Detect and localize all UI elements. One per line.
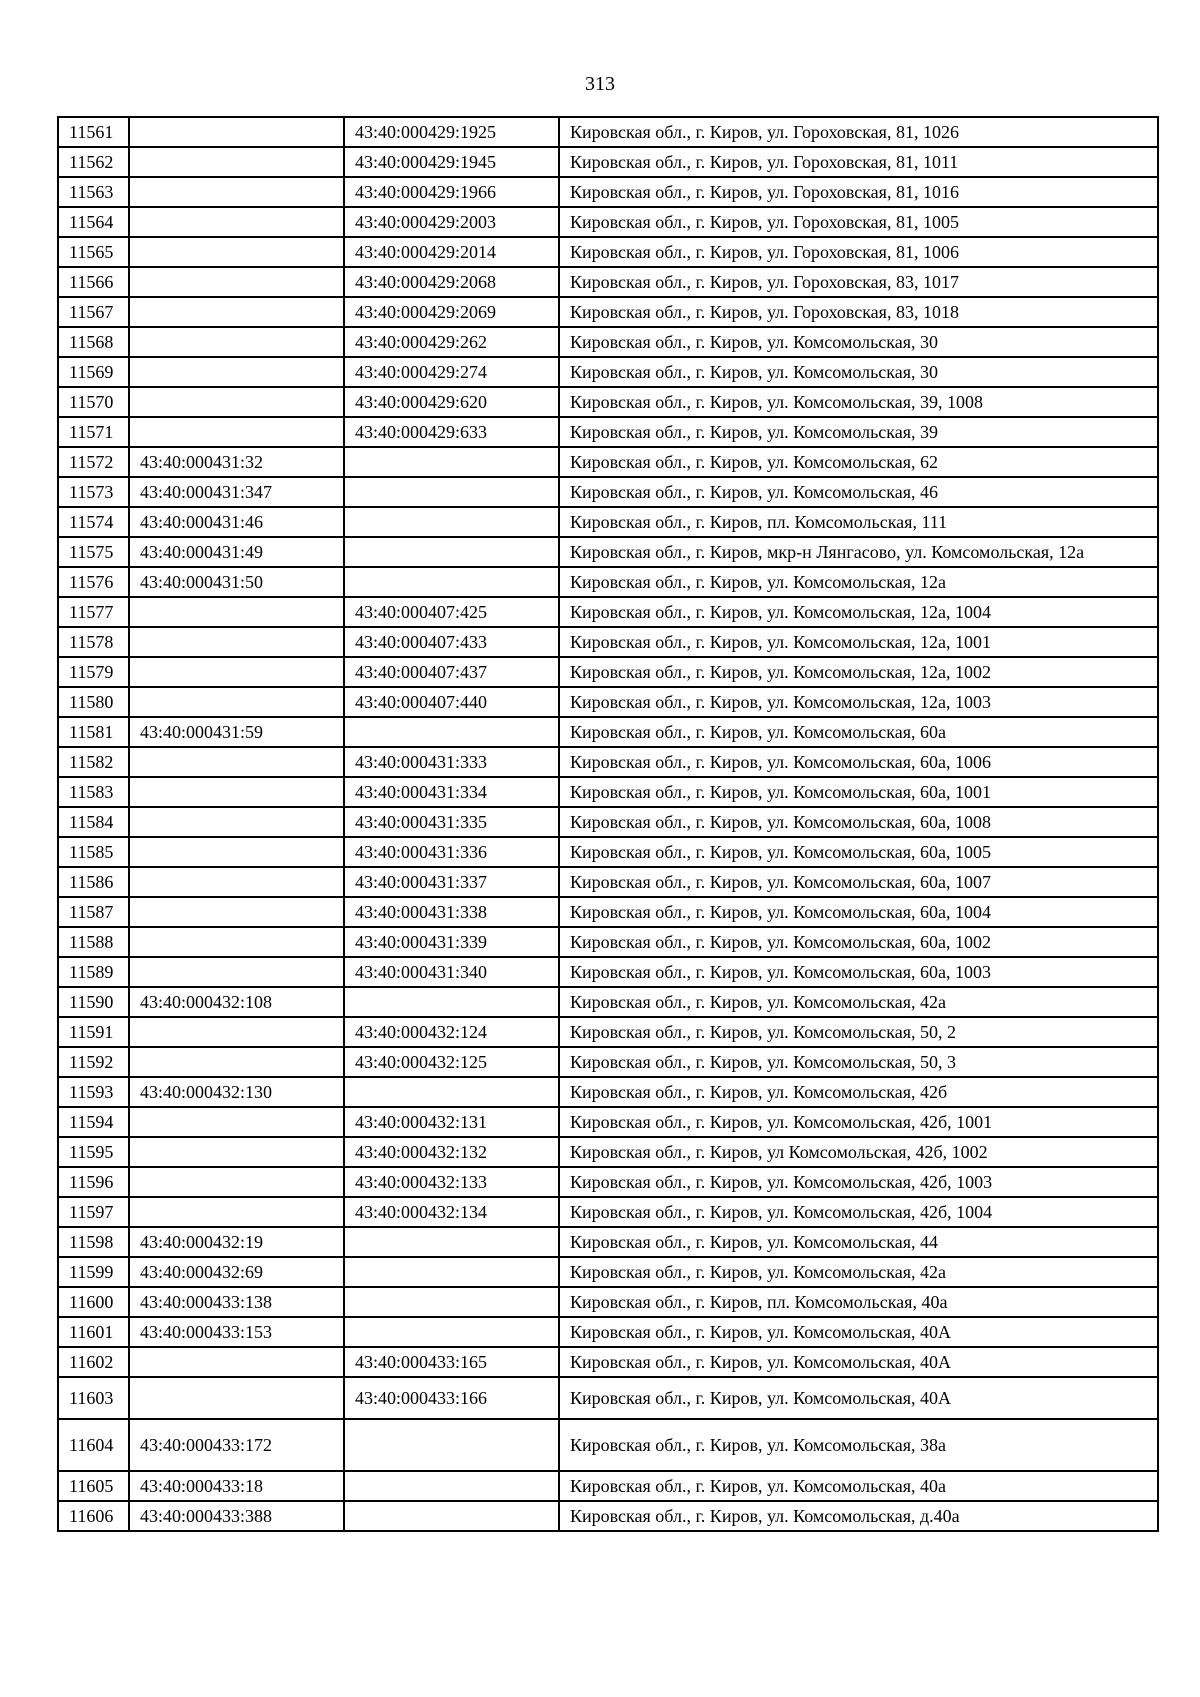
property-number-cell: 43:40:000432:134 (344, 1197, 559, 1227)
table-row (58, 837, 1158, 867)
table-row (58, 717, 1158, 747)
land-parcel-number-cell: 43:40:000431:49 (129, 537, 344, 567)
table-row (58, 1377, 1158, 1419)
address-cell: Кировская обл., г. Киров, ул. Комсомольская, 12а, 1003 (559, 687, 1158, 717)
property-number-cell: 43:40:000407:433 (344, 627, 559, 657)
row-number-cell: 11592 (58, 1047, 129, 1077)
table-row (58, 1017, 1158, 1047)
address-cell: Кировская обл., г. Киров, ул. Комсомольская, 38а (559, 1419, 1158, 1471)
address-cell: Кировская обл., г. Киров, ул. Комсомольская, 39 (559, 417, 1158, 447)
property-number-cell: 43:40:000429:633 (344, 417, 559, 447)
land-parcel-number-cell (129, 627, 344, 657)
row-number-cell: 11603 (58, 1377, 129, 1419)
land-parcel-number-cell (129, 357, 344, 387)
land-parcel-number-cell: 43:40:000432:108 (129, 987, 344, 1017)
address-cell: Кировская обл., г. Киров, ул. Комсомольская, 60а (559, 717, 1158, 747)
property-number-cell: 43:40:000431:336 (344, 837, 559, 867)
address-cell: Кировская обл., г. Киров, ул. Комсомольская, 30 (559, 327, 1158, 357)
table-row (58, 267, 1158, 297)
table-row (58, 957, 1158, 987)
row-number-cell: 11577 (58, 597, 129, 627)
address-cell: Кировская обл., г. Киров, ул. Гороховская, 81, 1016 (559, 177, 1158, 207)
row-number-cell: 11591 (58, 1017, 129, 1047)
table-row (58, 477, 1158, 507)
land-parcel-number-cell (129, 177, 344, 207)
row-number-cell: 11590 (58, 987, 129, 1017)
row-number-cell: 11594 (58, 1107, 129, 1137)
land-parcel-number-cell (129, 237, 344, 267)
table-row (58, 177, 1158, 207)
land-parcel-number-cell (129, 1377, 344, 1419)
property-number-cell: 43:40:000432:131 (344, 1107, 559, 1137)
property-number-cell (344, 1501, 559, 1531)
table-row (58, 777, 1158, 807)
table-row (58, 297, 1158, 327)
property-number-cell: 43:40:000433:166 (344, 1377, 559, 1419)
address-cell: Кировская обл., г. Киров, ул. Гороховская, 81, 1011 (559, 147, 1158, 177)
address-cell: Кировская обл., г. Киров, ул. Комсомольская, 60а, 1007 (559, 867, 1158, 897)
land-parcel-number-cell (129, 1047, 344, 1077)
table-row (58, 147, 1158, 177)
land-parcel-number-cell (129, 777, 344, 807)
property-number-cell: 43:40:000431:339 (344, 927, 559, 957)
row-number-cell: 11596 (58, 1167, 129, 1197)
land-parcel-number-cell (129, 1107, 344, 1137)
land-parcel-number-cell (129, 687, 344, 717)
row-number-cell: 11595 (58, 1137, 129, 1167)
row-number-cell: 11566 (58, 267, 129, 297)
address-cell: Кировская обл., г. Киров, ул. Комсомольская, д.40а (559, 1501, 1158, 1531)
property-number-cell: 43:40:000431:333 (344, 747, 559, 777)
land-parcel-number-cell (129, 147, 344, 177)
property-number-cell: 43:40:000407:440 (344, 687, 559, 717)
table-row (58, 1317, 1158, 1347)
address-cell: Кировская обл., г. Киров, ул. Гороховская, 81, 1026 (559, 117, 1158, 147)
land-parcel-number-cell: 43:40:000431:59 (129, 717, 344, 747)
property-number-cell: 43:40:000429:620 (344, 387, 559, 417)
address-cell: Кировская обл., г. Киров, ул. Комсомольская, 60а, 1008 (559, 807, 1158, 837)
table-row (58, 687, 1158, 717)
land-parcel-number-cell (129, 207, 344, 237)
land-parcel-number-cell (129, 1017, 344, 1047)
land-parcel-number-cell: 43:40:000431:46 (129, 507, 344, 537)
address-cell: Кировская обл., г. Киров, ул. Гороховская, 81, 1006 (559, 237, 1158, 267)
address-cell: Кировская обл., г. Киров, ул. Комсомольская, 40А (559, 1377, 1158, 1419)
row-number-cell: 11593 (58, 1077, 129, 1107)
table-row (58, 627, 1158, 657)
address-cell: Кировская обл., г. Киров, пл. Комсомольская, 111 (559, 507, 1158, 537)
row-number-cell: 11571 (58, 417, 129, 447)
land-parcel-number-cell (129, 1347, 344, 1377)
row-number-cell: 11587 (58, 897, 129, 927)
table-row (58, 237, 1158, 267)
land-parcel-number-cell (129, 327, 344, 357)
address-cell: Кировская обл., г. Киров, ул. Комсомольская, 30 (559, 357, 1158, 387)
row-number-cell: 11575 (58, 537, 129, 567)
address-cell: Кировская обл., г. Киров, ул. Комсомольская, 44 (559, 1227, 1158, 1257)
address-cell: Кировская обл., г. Киров, ул. Комсомольская, 60а, 1001 (559, 777, 1158, 807)
property-number-cell: 43:40:000429:1966 (344, 177, 559, 207)
table-row (58, 1107, 1158, 1137)
property-number-cell: 43:40:000429:2068 (344, 267, 559, 297)
row-number-cell: 11589 (58, 957, 129, 987)
land-parcel-number-cell (129, 837, 344, 867)
property-number-cell: 43:40:000429:1945 (344, 147, 559, 177)
address-cell: Кировская обл., г. Киров, ул. Гороховская, 83, 1018 (559, 297, 1158, 327)
land-parcel-number-cell: 43:40:000433:388 (129, 1501, 344, 1531)
property-number-cell (344, 1287, 559, 1317)
address-cell: Кировская обл., г. Киров, ул Комсомольская, 42б, 1002 (559, 1137, 1158, 1167)
row-number-cell: 11580 (58, 687, 129, 717)
table-row (58, 387, 1158, 417)
property-number-cell: 43:40:000429:274 (344, 357, 559, 387)
land-parcel-number-cell: 43:40:000433:18 (129, 1471, 344, 1501)
table-row (58, 1077, 1158, 1107)
address-cell: Кировская обл., г. Киров, ул. Гороховская, 81, 1005 (559, 207, 1158, 237)
address-cell: Кировская обл., г. Киров, ул. Комсомольская, 40А (559, 1347, 1158, 1377)
table-row (58, 657, 1158, 687)
land-parcel-number-cell (129, 267, 344, 297)
address-cell: Кировская обл., г. Киров, ул. Комсомольская, 60а, 1005 (559, 837, 1158, 867)
property-number-cell: 43:40:000431:338 (344, 897, 559, 927)
land-parcel-number-cell: 43:40:000433:172 (129, 1419, 344, 1471)
table-row (58, 1137, 1158, 1167)
property-number-cell: 43:40:000429:2014 (344, 237, 559, 267)
row-number-cell: 11562 (58, 147, 129, 177)
table-row (58, 597, 1158, 627)
land-parcel-number-cell (129, 1197, 344, 1227)
property-number-cell (344, 507, 559, 537)
table-row (58, 507, 1158, 537)
table-row (58, 207, 1158, 237)
land-parcel-number-cell (129, 657, 344, 687)
row-number-cell: 11576 (58, 567, 129, 597)
table-row (58, 1257, 1158, 1287)
registry-table-body (58, 117, 1158, 1531)
property-number-cell: 43:40:000433:165 (344, 1347, 559, 1377)
row-number-cell: 11564 (58, 207, 129, 237)
property-number-cell: 43:40:000431:335 (344, 807, 559, 837)
address-cell: Кировская обл., г. Киров, ул. Комсомольская, 60а, 1004 (559, 897, 1158, 927)
row-number-cell: 11601 (58, 1317, 129, 1347)
table-row (58, 927, 1158, 957)
property-number-cell: 43:40:000432:133 (344, 1167, 559, 1197)
address-cell: Кировская обл., г. Киров, ул. Комсомольская, 42б, 1004 (559, 1197, 1158, 1227)
address-cell: Кировская обл., г. Киров, пл. Комсомольская, 40а (559, 1287, 1158, 1317)
table-row (58, 1419, 1158, 1471)
row-number-cell: 11600 (58, 1287, 129, 1317)
property-number-cell: 43:40:000429:1925 (344, 117, 559, 147)
row-number-cell: 11604 (58, 1419, 129, 1471)
page-number: 313 (585, 73, 615, 95)
table-row (58, 447, 1158, 477)
land-parcel-number-cell (129, 297, 344, 327)
address-cell: Кировская обл., г. Киров, ул. Комсомольская, 42б, 1003 (559, 1167, 1158, 1197)
address-cell: Кировская обл., г. Киров, ул. Комсомольская, 42а (559, 987, 1158, 1017)
land-parcel-number-cell (129, 927, 344, 957)
property-number-cell: 43:40:000432:132 (344, 1137, 559, 1167)
land-parcel-number-cell: 43:40:000431:347 (129, 477, 344, 507)
address-cell: Кировская обл., г. Киров, ул. Комсомольская, 50, 3 (559, 1047, 1158, 1077)
land-parcel-number-cell: 43:40:000433:138 (129, 1287, 344, 1317)
address-cell: Кировская обл., г. Киров, ул. Комсомольская, 60а, 1003 (559, 957, 1158, 987)
address-cell: Кировская обл., г. Киров, ул. Комсомольская, 12а (559, 567, 1158, 597)
row-number-cell: 11588 (58, 927, 129, 957)
row-number-cell: 11565 (58, 237, 129, 267)
row-number-cell: 11568 (58, 327, 129, 357)
land-parcel-number-cell (129, 117, 344, 147)
table-row (58, 867, 1158, 897)
address-cell: Кировская обл., г. Киров, ул. Комсомольская, 62 (559, 447, 1158, 477)
row-number-cell: 11579 (58, 657, 129, 687)
table-row (58, 1287, 1158, 1317)
property-number-cell (344, 1419, 559, 1471)
row-number-cell: 11598 (58, 1227, 129, 1257)
property-number-cell (344, 477, 559, 507)
row-number-cell: 11584 (58, 807, 129, 837)
property-number-cell (344, 1077, 559, 1107)
address-cell: Кировская обл., г. Киров, ул. Комсомольская, 12а, 1002 (559, 657, 1158, 687)
row-number-cell: 11599 (58, 1257, 129, 1287)
land-parcel-number-cell (129, 1137, 344, 1167)
table-row (58, 117, 1158, 147)
table-row (58, 417, 1158, 447)
table-row (58, 1501, 1158, 1531)
address-cell: Кировская обл., г. Киров, ул. Гороховская, 83, 1017 (559, 267, 1158, 297)
row-number-cell: 11581 (58, 717, 129, 747)
row-number-cell: 11578 (58, 627, 129, 657)
property-number-cell: 43:40:000407:437 (344, 657, 559, 687)
address-cell: Кировская обл., г. Киров, ул. Комсомольская, 40а (559, 1471, 1158, 1501)
land-parcel-number-cell: 43:40:000432:130 (129, 1077, 344, 1107)
table-row (58, 357, 1158, 387)
row-number-cell: 11563 (58, 177, 129, 207)
property-number-cell (344, 717, 559, 747)
table-row (58, 1347, 1158, 1377)
land-parcel-number-cell (129, 957, 344, 987)
row-number-cell: 11586 (58, 867, 129, 897)
property-number-cell: 43:40:000431:337 (344, 867, 559, 897)
row-number-cell: 11574 (58, 507, 129, 537)
table-row (58, 747, 1158, 777)
row-number-cell: 11585 (58, 837, 129, 867)
table-row (58, 1047, 1158, 1077)
property-number-cell: 43:40:000429:262 (344, 327, 559, 357)
land-parcel-number-cell: 43:40:000432:19 (129, 1227, 344, 1257)
land-parcel-number-cell (129, 747, 344, 777)
land-parcel-number-cell (129, 597, 344, 627)
row-number-cell: 11605 (58, 1471, 129, 1501)
row-number-cell: 11602 (58, 1347, 129, 1377)
property-number-cell: 43:40:000432:125 (344, 1047, 559, 1077)
property-number-cell: 43:40:000431:340 (344, 957, 559, 987)
address-cell: Кировская обл., г. Киров, мкр-н Лянгасово, ул. Комсомольская, 12а (559, 537, 1158, 567)
property-number-cell (344, 537, 559, 567)
address-cell: Кировская обл., г. Киров, ул. Комсомольская, 12а, 1001 (559, 627, 1158, 657)
table-row (58, 567, 1158, 597)
property-number-cell (344, 1471, 559, 1501)
land-parcel-number-cell: 43:40:000432:69 (129, 1257, 344, 1287)
table-row (58, 1167, 1158, 1197)
row-number-cell: 11570 (58, 387, 129, 417)
land-parcel-number-cell: 43:40:000431:50 (129, 567, 344, 597)
land-parcel-number-cell (129, 417, 344, 447)
property-number-cell (344, 1227, 559, 1257)
registry-table (57, 116, 1159, 1532)
row-number-cell: 11582 (58, 747, 129, 777)
row-number-cell: 11569 (58, 357, 129, 387)
address-cell: Кировская обл., г. Киров, ул. Комсомольская, 42б (559, 1077, 1158, 1107)
table-row (58, 897, 1158, 927)
address-cell: Кировская обл., г. Киров, ул. Комсомольская, 39, 1008 (559, 387, 1158, 417)
row-number-cell: 11583 (58, 777, 129, 807)
table-row (58, 987, 1158, 1017)
land-parcel-number-cell: 43:40:000431:32 (129, 447, 344, 477)
land-parcel-number-cell (129, 1167, 344, 1197)
address-cell: Кировская обл., г. Киров, ул. Комсомольская, 46 (559, 477, 1158, 507)
row-number-cell: 11597 (58, 1197, 129, 1227)
property-number-cell: 43:40:000407:425 (344, 597, 559, 627)
table-row (58, 1227, 1158, 1257)
address-cell: Кировская обл., г. Киров, ул. Комсомольская, 42а (559, 1257, 1158, 1287)
address-cell: Кировская обл., г. Киров, ул. Комсомольская, 40А (559, 1317, 1158, 1347)
table-row (58, 327, 1158, 357)
table-row (58, 807, 1158, 837)
property-number-cell: 43:40:000429:2069 (344, 297, 559, 327)
property-number-cell: 43:40:000432:124 (344, 1017, 559, 1047)
row-number-cell: 11572 (58, 447, 129, 477)
row-number-cell: 11561 (58, 117, 129, 147)
property-number-cell (344, 1317, 559, 1347)
property-number-cell: 43:40:000429:2003 (344, 207, 559, 237)
property-number-cell (344, 987, 559, 1017)
address-cell: Кировская обл., г. Киров, ул. Комсомольская, 60а, 1002 (559, 927, 1158, 957)
address-cell: Кировская обл., г. Киров, ул. Комсомольская, 12а, 1004 (559, 597, 1158, 627)
table-row (58, 1197, 1158, 1227)
address-cell: Кировская обл., г. Киров, ул. Комсомольская, 50, 2 (559, 1017, 1158, 1047)
land-parcel-number-cell (129, 867, 344, 897)
land-parcel-number-cell (129, 807, 344, 837)
property-number-cell (344, 1257, 559, 1287)
row-number-cell: 11573 (58, 477, 129, 507)
address-cell: Кировская обл., г. Киров, ул. Комсомольская, 60а, 1006 (559, 747, 1158, 777)
property-number-cell (344, 447, 559, 477)
property-number-cell (344, 567, 559, 597)
land-parcel-number-cell (129, 387, 344, 417)
property-number-cell: 43:40:000431:334 (344, 777, 559, 807)
row-number-cell: 11606 (58, 1501, 129, 1531)
land-parcel-number-cell: 43:40:000433:153 (129, 1317, 344, 1347)
table-row (58, 1471, 1158, 1501)
row-number-cell: 11567 (58, 297, 129, 327)
address-cell: Кировская обл., г. Киров, ул. Комсомольская, 42б, 1001 (559, 1107, 1158, 1137)
land-parcel-number-cell (129, 897, 344, 927)
table-row (58, 537, 1158, 567)
